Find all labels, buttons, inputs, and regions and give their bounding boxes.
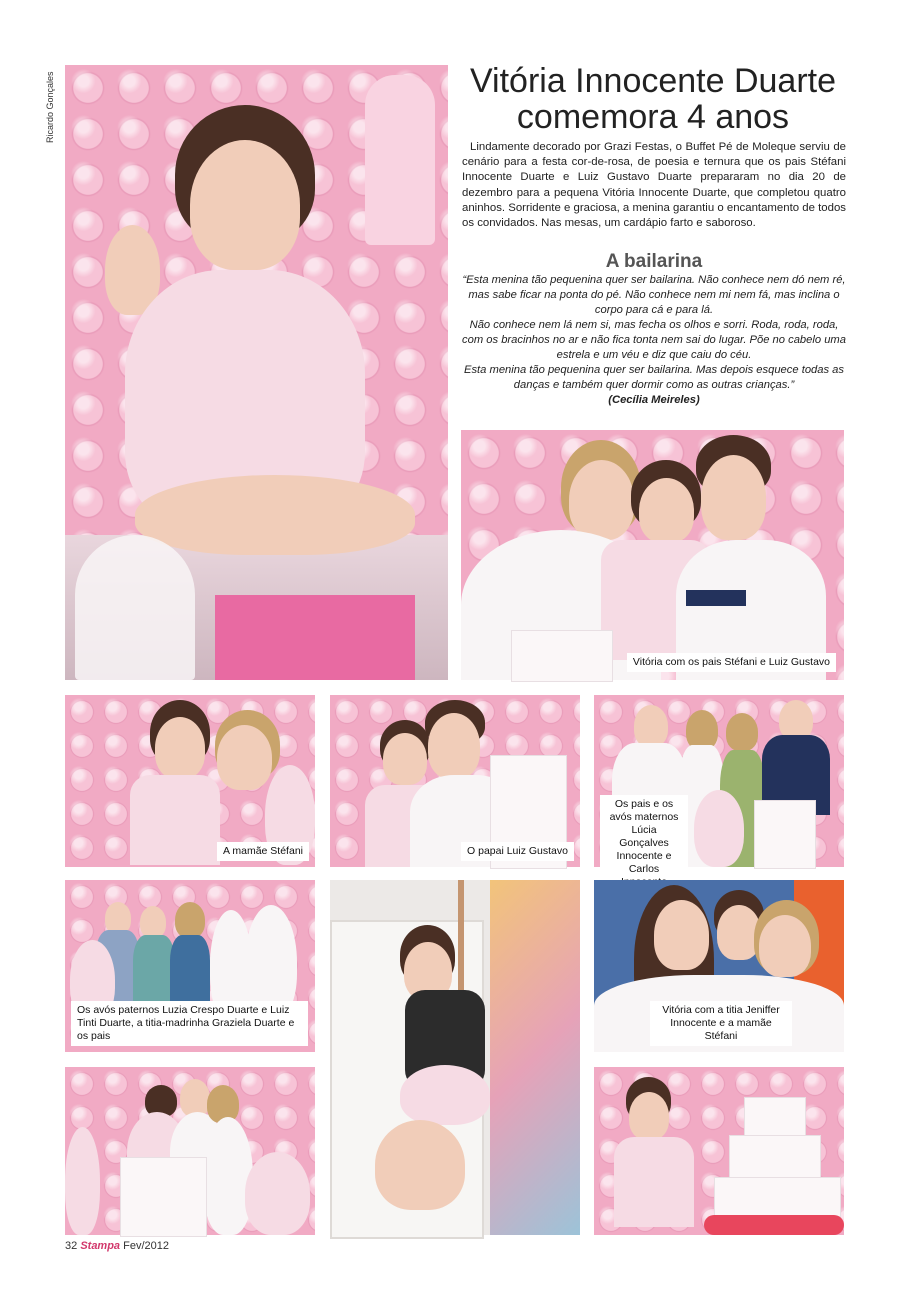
- girl-face: [155, 717, 205, 779]
- poem-stanza: Esta menina tão pequenina quer ser bailarina. Mas depois esquece todas as danças e também quer dormir como as outras crianças.”: [464, 364, 844, 391]
- poem: [462, 273, 846, 408]
- title-line-2: comemora 4 anos: [516, 98, 790, 136]
- pink-mat: [215, 595, 415, 680]
- issue-date: Fev/2012: [123, 1240, 169, 1252]
- photo-aunt: [594, 880, 844, 1052]
- photo-paternal-grandparents: [65, 880, 315, 1052]
- photo-credit-text: Ricardo Gonçales: [45, 71, 55, 143]
- birdcage-decoration: [75, 535, 195, 680]
- grandfather-face: [779, 700, 813, 740]
- flowers: [704, 1215, 844, 1235]
- girl-face: [190, 140, 300, 270]
- father-shirt-stripe: [686, 590, 746, 606]
- climbing-wall: [490, 880, 580, 1235]
- poem-stanza: “Esta menina tão pequenina quer ser bailarina. Não conhece nem dó nem ré, mas sabe ficar na ponta do pé. Não conhece nem mi nem fá, mas inclina o corpo para cá e para lá.: [462, 274, 846, 316]
- magazine-name: Stampa: [80, 1240, 121, 1252]
- caption-parents: Vitória com os pais Stéfani e Luiz Gustavo: [627, 653, 836, 672]
- caption-aunt: Vitória com a titia Jeniffer Innocente e a mamãe Stéfani: [650, 1001, 792, 1046]
- photo-credit: [45, 65, 61, 145]
- poem-stanza: Não conhece nem lá nem si, mas fecha os olhos e sorri. Roda, roda, roda, com os bracinhos no ar e não fica tonta nem sai do lugar. Põe no cabelo uma estrela e um véu e diz que caiu do céu.: [462, 319, 846, 361]
- photo-climbing-wall: [330, 880, 580, 1235]
- caption-maternal-grandparents: Os pais e os avós maternos Lúcia Gonçalves Innocente e Carlos: [600, 795, 688, 892]
- ballerina-decoration: [365, 75, 435, 245]
- mother-hair: [686, 710, 718, 750]
- birthday-cake-middle: [729, 1135, 821, 1182]
- mother: [203, 1117, 253, 1235]
- father-face: [634, 705, 668, 747]
- poem-author: (Cecília Meireles): [608, 394, 700, 406]
- girl-legs: [135, 475, 415, 555]
- photo-mom: [65, 695, 315, 867]
- birthday-cake-top: [744, 1097, 806, 1139]
- photo-maternal-grandparents: [594, 695, 844, 875]
- father-face: [701, 455, 766, 540]
- mother-face: [759, 915, 811, 977]
- girl-legs: [375, 1120, 465, 1210]
- girl: [694, 790, 744, 867]
- guest-child: [245, 1152, 310, 1235]
- aunt-hair: [175, 902, 205, 938]
- photo-dad: [330, 695, 580, 867]
- caption-dad: O papai Luiz Gustavo: [461, 842, 574, 861]
- climbing-rope: [458, 880, 464, 1000]
- photo-with-parents: [461, 430, 844, 680]
- girl-dress: [130, 775, 220, 865]
- grandmother-face: [140, 906, 166, 938]
- girl-face: [629, 1092, 669, 1140]
- caption-paternal-grandparents: Os avós paternos Luzia Crespo Duarte e Luiz Tinti Duarte, a titia-madrinha Graziela Duarte e os pais: [71, 1001, 308, 1046]
- grandmother-hair: [726, 713, 758, 751]
- section-subtitle: A bailarina: [605, 251, 703, 272]
- mother-face: [569, 460, 634, 540]
- birthday-cake: [754, 800, 816, 869]
- aunt-face: [654, 900, 709, 970]
- caption-mom: A mamãe Stéfani: [217, 842, 309, 861]
- page-number: 32: [65, 1240, 78, 1252]
- article-title: [458, 63, 848, 135]
- title-line-1: Vitória Innocente Duarte: [469, 62, 837, 100]
- doll: [65, 1127, 100, 1235]
- girl-face: [639, 478, 694, 543]
- girl-face: [383, 733, 427, 785]
- photo-family-cake: [65, 1067, 315, 1235]
- mother-face: [217, 725, 272, 790]
- photo-girl-cake: [594, 1067, 844, 1235]
- birthday-cake: [120, 1157, 207, 1237]
- birthday-cake: [511, 630, 613, 682]
- girl-dress: [614, 1137, 694, 1227]
- page-footer: [65, 1240, 169, 1252]
- article-intro: Lindamente decorado por Grazi Festas, o Buffet Pé de Moleque serviu de cenário para a festa cor-de-rosa, de poesia e ternura que os pais Stéfani Innocente Duarte e Luiz Gustavo Duarte prepararam no dia 20 de dezembro para a pequena Vitória Innocente Duarte, que completou quatro aninhos. Sorridente e graciosa, a menina garantiu o encantamento de todos os convidados. Nas mesas, um cardápio farto e saboroso.: [462, 141, 846, 230]
- hero-photo: [65, 65, 448, 680]
- father-face: [428, 713, 480, 779]
- girl-skirt: [400, 1065, 490, 1125]
